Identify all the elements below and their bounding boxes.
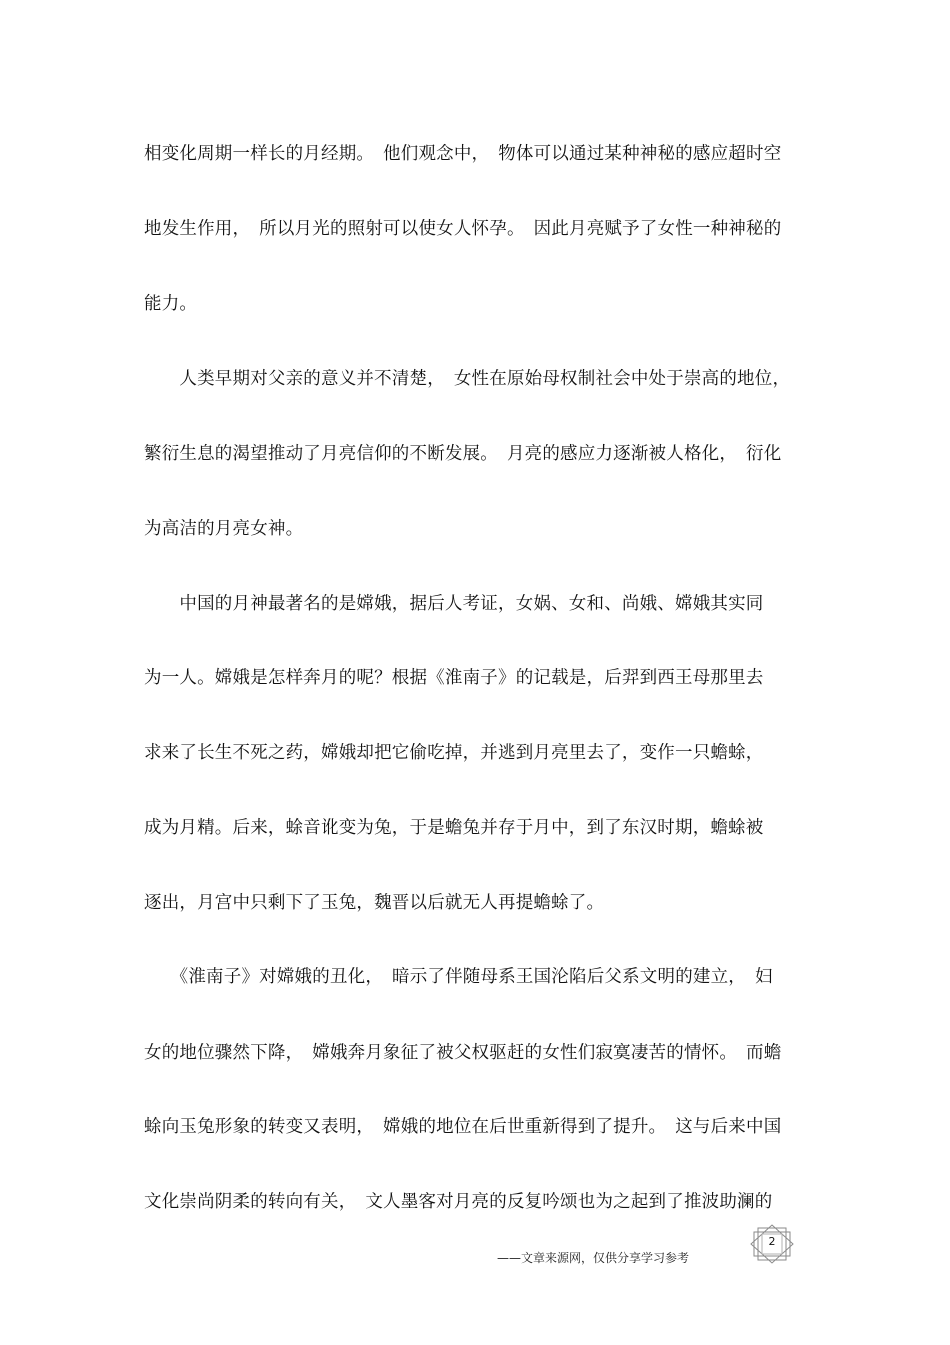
text-line: 中国的月神最著名的是嫦娥，据后人考证，女娲、女和、尚娥、嫦娥其实同 (144, 594, 764, 614)
text-line: 成为月精。后来，蜍音讹变为兔，于是蟾兔并存于月中，到了东汉时期，蟾蜍被 (144, 818, 764, 838)
text-line: 女的地位骤然下降， 嫦娥奔月象征了被父权驱赶的女性们寂寞凄苦的情怀。 而蟾 (144, 1043, 782, 1063)
text-line: 人类早期对父亲的意义并不清楚， 女性在原始母权制社会中处于崇高的地位， (144, 369, 791, 389)
text-line: 逐出，月宫中只剩下了玉兔，魏晋以后就无人再提蟾蜍了。 (144, 893, 605, 913)
text-line: 文化崇尚阴柔的转向有关， 文人墨客对月亮的反复吟颂也为之起到了推波助澜的 (144, 1192, 773, 1212)
text-line: 繁衍生息的渴望推动了月亮信仰的不断发展。 月亮的感应力逐渐被人格化， 衍化 (144, 444, 782, 464)
text-line: 《淮南子》对嫦娥的丑化， 暗示了伴随母系王国沦陷后父系文明的建立， 妇 (144, 967, 773, 987)
text-line: 蜍向玉兔形象的转变又表明， 嫦娥的地位在后世重新得到了提升。 这与后来中国 (144, 1117, 782, 1137)
page-number: 2 (768, 1235, 776, 1248)
text-line: 能力。 (144, 294, 198, 314)
page-number-badge (748, 1224, 796, 1264)
source-note: ——文章来源网，仅供分享学习参考 (497, 1251, 690, 1265)
text-line: 为一人。嫦娥是怎样奔月的呢？根据《淮南子》的记载是，后羿到西王母那里去 (144, 668, 764, 688)
text-line: 相变化周期一样长的月经期。 他们观念中， 物体可以通过某种神秘的感应超时空 (144, 144, 782, 164)
text-line: 为高洁的月亮女神。 (144, 519, 304, 539)
text-line: 地发生作用， 所以月光的照射可以使女人怀孕。 因此月亮赋予了女性一种神秘的 (144, 219, 782, 239)
text-line: 求来了长生不死之药，嫦娥却把它偷吃掉，并逃到月亮里去了，变作一只蟾蜍， (144, 743, 764, 763)
